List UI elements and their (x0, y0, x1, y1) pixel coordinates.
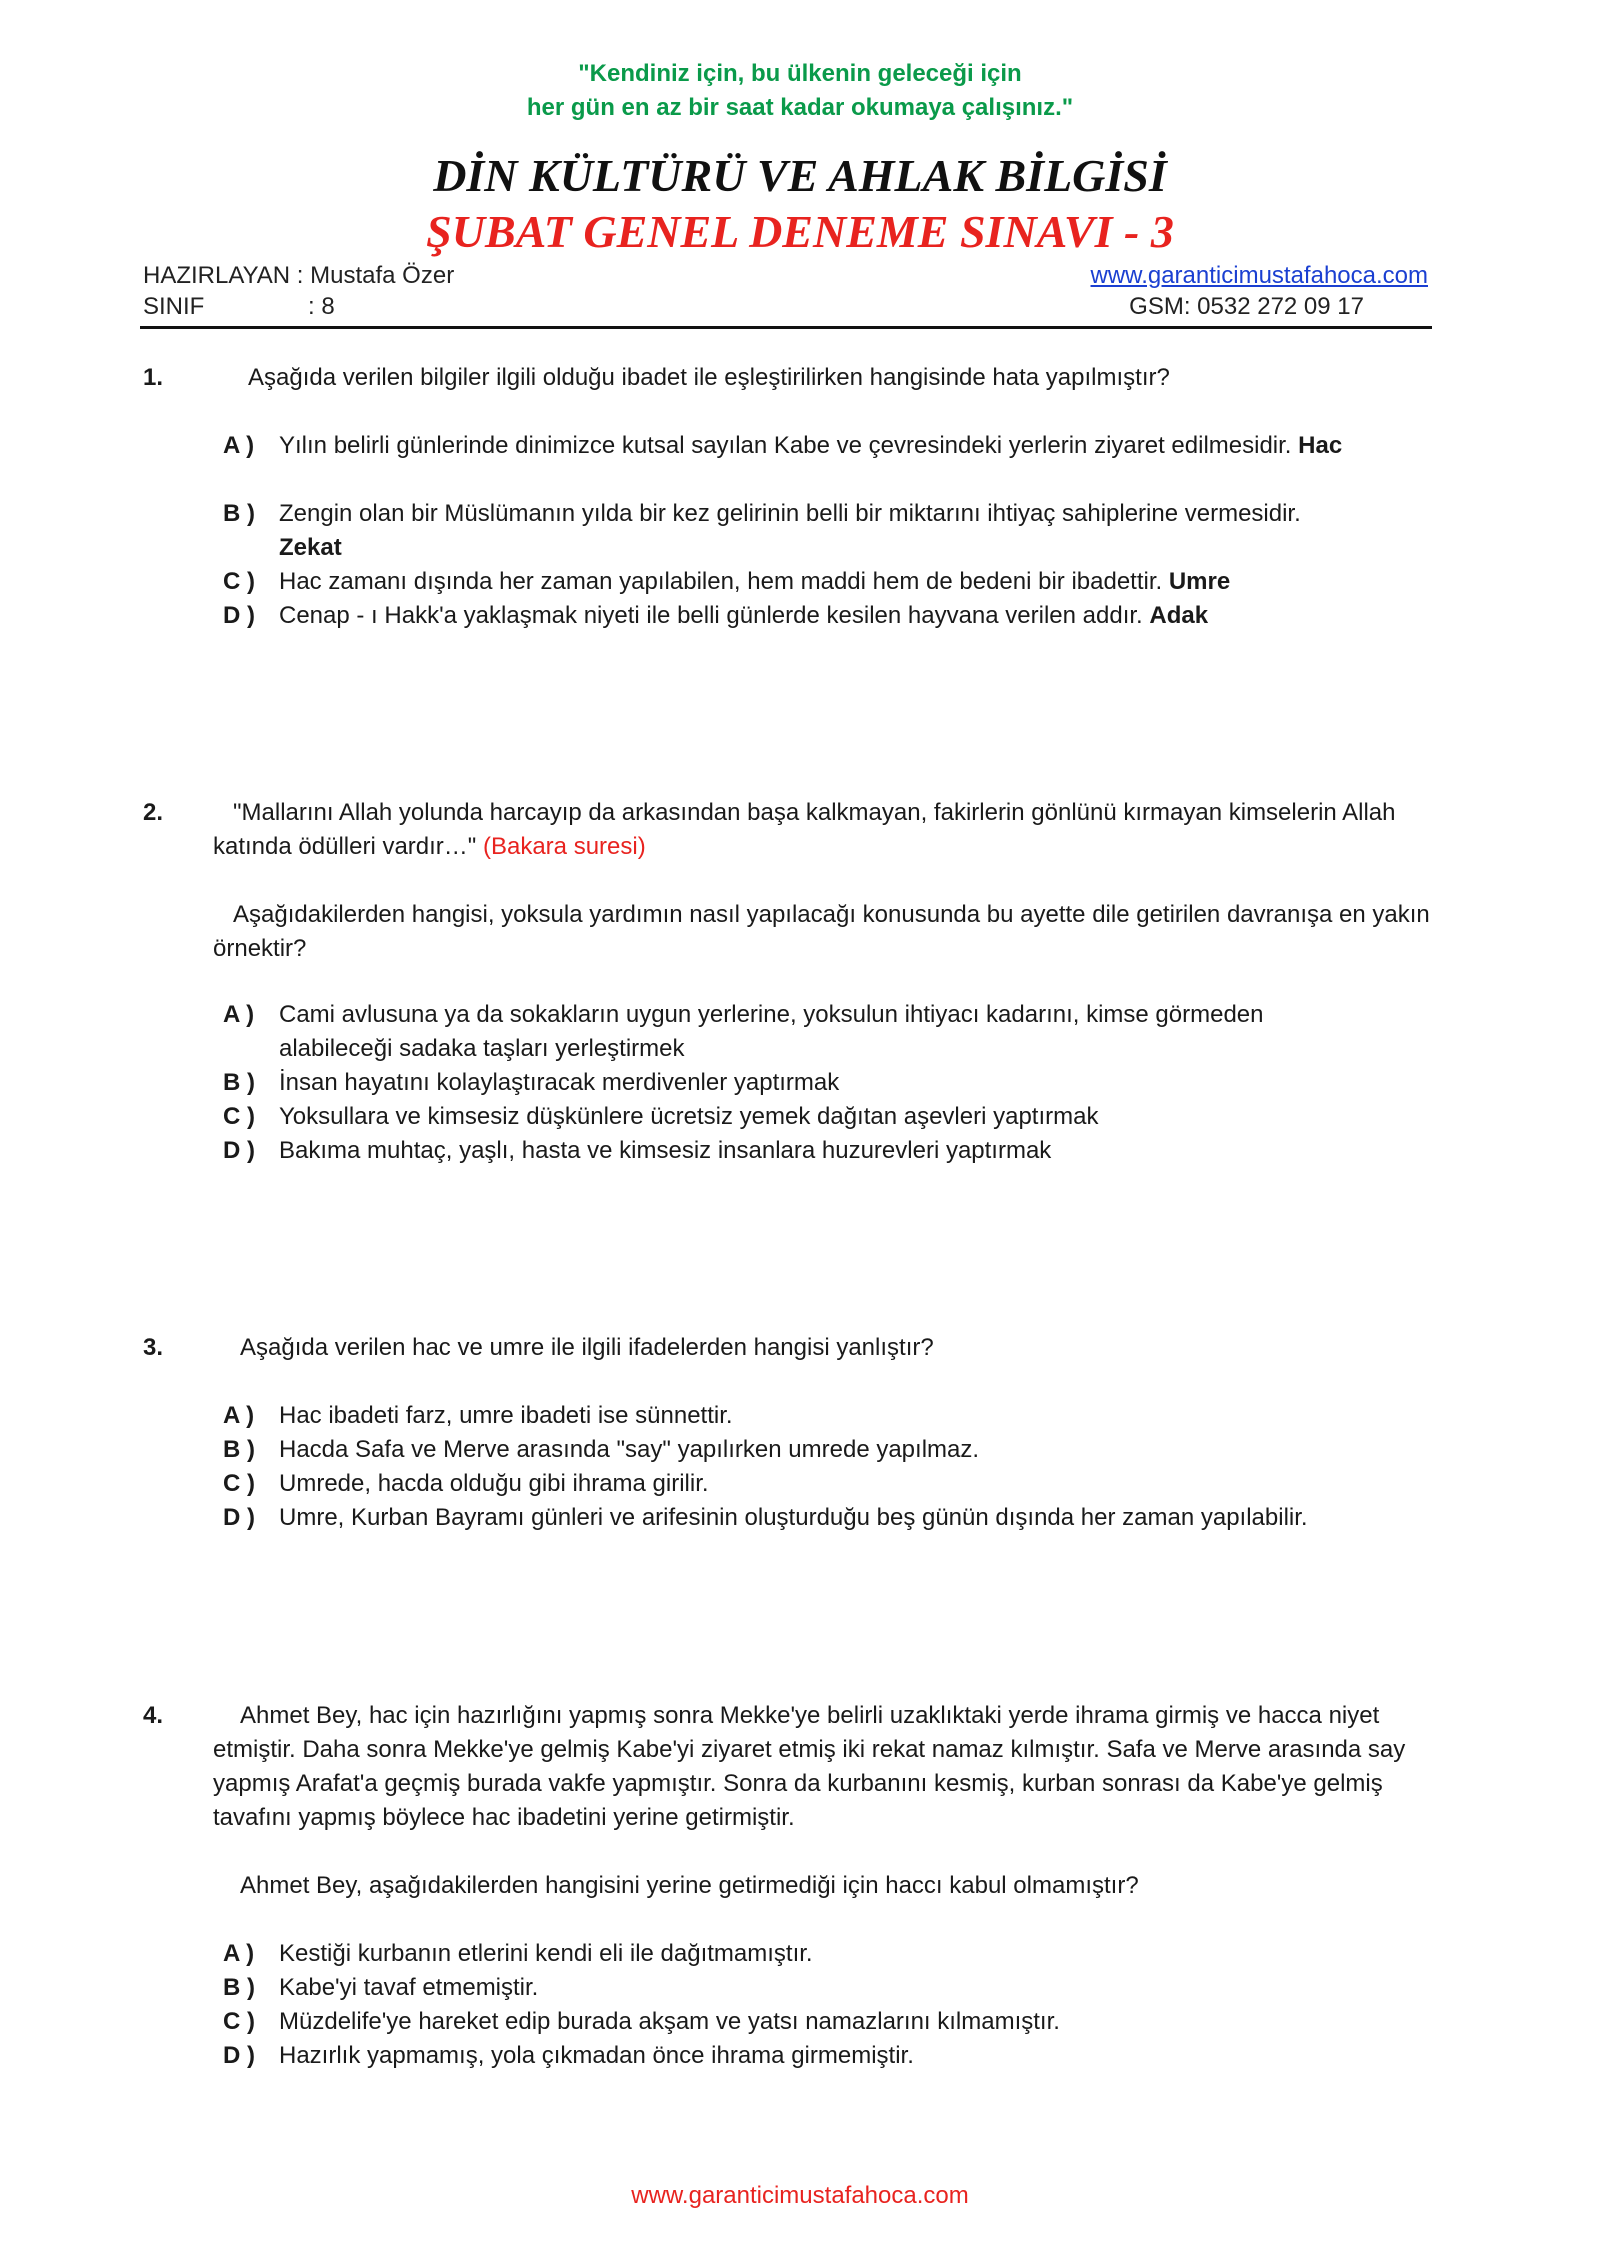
option-text: Yılın belirli günlerinde dinimizce kutsal sayılan Kabe ve çevresindeki yerlerin ziyaret edilmesidir. Hac (279, 432, 1343, 459)
exam-subject-title: DİN KÜLTÜRÜ VE AHLAK BİLGİSİ (433, 150, 1167, 201)
option-label: D ) (223, 2042, 255, 2069)
motto-line-1: "Kendiniz için, bu ülkenin geleceği için (578, 60, 1022, 87)
option-label: C ) (223, 1470, 255, 1497)
option-text: Hac ibadeti farz, umre ibadeti ise sünnettir. (279, 1402, 733, 1429)
option-text: Müzdelife'ye hareket edip burada akşam ve yatsı namazlarını kılmamıştır. (279, 2008, 1060, 2035)
option-text: Umre, Kurban Bayramı günleri ve arifesinin oluşturduğu beş günün dışında her zaman yapılabilir. (279, 1504, 1308, 1531)
option-label: D ) (223, 1504, 255, 1531)
option-label: D ) (223, 602, 255, 629)
option-label: C ) (223, 568, 255, 595)
question-quote: "Mallarını Allah yolunda harcayıp da arkasından başa kalkmayan, fakirlerin gönlünü kırmayan kimselerin Allah katında ödülleri vardır…" (Bakara suresi) (213, 799, 1396, 860)
question-number: 1. (143, 364, 164, 391)
option-label: A ) (223, 432, 255, 459)
option-text: Zengin olan bir Müslümanın yılda bir kez gelirinin belli bir miktarını ihtiyaç sahiplerine vermesidir. Zekat (279, 500, 1301, 561)
question-number: 2. (143, 799, 164, 826)
option-label: D ) (223, 1137, 255, 1164)
option-text: Yoksullara ve kimsesiz düşkünlere ücretsiz yemek dağıtan aşevleri yaptırmak (279, 1103, 1099, 1130)
option-label: A ) (223, 1402, 255, 1429)
gsm-number: GSM: 0532 272 09 17 (1129, 293, 1364, 320)
exam-name-title: ŞUBAT GENEL DENEME SINAVI - 3 (426, 206, 1174, 257)
option-text: Hac zamanı dışında her zaman yapılabilen, hem maddi hem de bedeni bir ibadettir. Umre (279, 568, 1231, 595)
option-text: Bakıma muhtaç, yaşlı, hasta ve kimsesiz insanlara huzurevleri yaptırmak (279, 1137, 1052, 1164)
option-label: C ) (223, 1103, 255, 1130)
option-text: İnsan hayatını kolaylaştıracak merdivenler yaptırmak (279, 1069, 840, 1096)
question-text: Ahmet Bey, aşağıdakilerden hangisini yerine getirmediği için haccı kabul olmamıştır? (240, 1872, 1139, 1899)
motto (0, 57, 1600, 125)
question-story: Ahmet Bey, hac için hazırlığını yapmış sonra Mekke'ye belirli uzaklıktaki yerde ihrama girmiş ve hacca niyet etmiştir. Daha sonra Mekke'ye gelmiş Kabe'yi ziyaret etmiş iki rekat namaz kılmıştır. Safa ve Merve arasında say yapmış Arafat'a geçmiş burada vakfe yapmıştır. Sonra da kurbanını kesmiş, kurban sonrası da Kabe'ye gelmiş tavafını yapmış böylece hac ibadetini yerine getirmiştir. (213, 1702, 1406, 1831)
option-text: Hazırlık yapmamış, yola çıkmadan önce ihrama girmemiştir. (279, 2042, 914, 2069)
option-label: C ) (223, 2008, 255, 2035)
option-label: B ) (223, 1069, 255, 1096)
option-text: Kestiği kurbanın etlerini kendi eli ile dağıtmamıştır. (279, 1940, 813, 1967)
option-label: B ) (223, 500, 255, 527)
option-text: Umrede, hacda olduğu gibi ihrama girilir. (279, 1470, 709, 1497)
option-text: Kabe'yi tavaf etmemiştir. (279, 1974, 539, 2001)
option-label: B ) (223, 1436, 255, 1463)
option-label: A ) (223, 1001, 255, 1028)
question-number: 3. (143, 1334, 164, 1361)
header-divider (140, 326, 1432, 329)
option-answer: Umre (1168, 568, 1231, 595)
option-answer: Hac (1298, 432, 1343, 459)
question-text: Aşağıdakilerden hangisi, yoksula yardımın nasıl yapılacağı konusunda bu ayette dile getirilen davranışa en yakın örnektir? (213, 901, 1430, 962)
option-answer: Adak (1149, 602, 1209, 629)
option-text: Cami avlusuna ya da sokakların uygun yerlerine, yoksulun ihtiyacı kadarını, kimse görmeden alabileceği sadaka taşları yerleştirmek (279, 1001, 1264, 1062)
motto-line-2: her gün en az bir saat kadar okumaya çalışınız." (526, 94, 1074, 121)
option-label: A ) (223, 1940, 255, 1967)
quote-source: (Bakara suresi) (482, 833, 646, 860)
website-link[interactable]: www.garanticimustafahoca.com (1090, 262, 1428, 289)
option-answer: Zekat (279, 534, 342, 561)
option-label: B ) (223, 1974, 255, 2001)
option-text: Hacda Safa ve Merve arasında "say" yapılırken umrede yapılmaz. (279, 1436, 980, 1463)
question-text: Aşağıda verilen hac ve umre ile ilgili ifadelerden hangisi yanlıştır? (240, 1334, 934, 1361)
class-label: SINIF (143, 293, 205, 320)
class-value: : 8 (308, 293, 335, 320)
question-text: Aşağıda verilen bilgiler ilgili olduğu ibadet ile eşleştirilirken hangisinde hata yapılmıştır? (248, 364, 1170, 391)
question-number: 4. (143, 1702, 164, 1729)
option-text: Cenap - ı Hakk'a yaklaşmak niyeti ile belli günlerde kesilen hayvana verilen addır. Adak (279, 602, 1209, 629)
class-info (143, 292, 335, 322)
prepared-by: HAZIRLAYAN : Mustafa Özer (143, 262, 455, 289)
footer-website[interactable]: www.garanticimustafahoca.com (631, 2182, 969, 2209)
